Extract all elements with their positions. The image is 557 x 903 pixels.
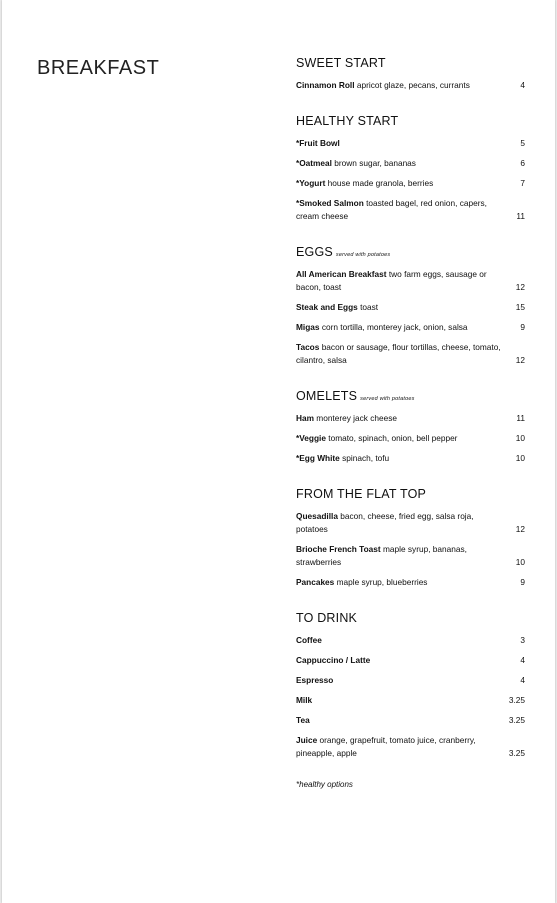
section-heading (296, 389, 525, 403)
menu-item-price: 12 (515, 282, 525, 292)
section-heading-text: HEALTHY START (296, 114, 399, 128)
section-heading-text: EGGS (296, 245, 333, 259)
menu-item-name: Tea (296, 715, 310, 725)
menu-item-price: 9 (520, 322, 525, 332)
menu-item-price: 4 (520, 655, 525, 665)
menu-section (296, 389, 525, 465)
menu-item (296, 576, 525, 589)
menu-item-text (296, 714, 501, 727)
menu-item-description: apricot glaze, pecans, currants (356, 80, 470, 90)
menu-item-price: 3 (520, 635, 525, 645)
menu-item-price: 12 (515, 524, 525, 534)
menu-item-price: 15 (515, 302, 525, 312)
menu-item-text (296, 576, 501, 589)
menu-item-price: 9 (520, 577, 525, 587)
menu-item-text (296, 79, 501, 92)
menu-item-text (296, 734, 501, 760)
menu-item-name: Migas (296, 322, 320, 332)
section-heading-text: TO DRINK (296, 611, 358, 625)
menu-item-price: 5 (520, 138, 525, 148)
menu-item (296, 341, 525, 367)
menu-item-price: 10 (515, 433, 525, 443)
menu-item-name: Milk (296, 695, 313, 705)
menu-page (2, 0, 555, 903)
section-heading-text: SWEET START (296, 56, 386, 70)
menu-item-price: 10 (515, 557, 525, 567)
menu-item-description: toasted bagel, red onion, capers, cream cheese (296, 198, 487, 221)
menu-item-name: All American Breakfast (296, 269, 387, 279)
menu-item (296, 654, 525, 667)
menu-item-name: Cappuccino / Latte (296, 655, 371, 665)
section-heading (296, 611, 525, 625)
menu-item (296, 634, 525, 647)
menu-item-text (296, 694, 501, 707)
menu-item-price: 11 (516, 413, 525, 423)
menu-item-name: *Smoked Salmon (296, 198, 364, 208)
menu-item-price: 3.25 (508, 748, 525, 758)
menu-item-text (296, 543, 501, 569)
menu-item-name: *Oatmeal (296, 158, 332, 168)
menu-item-price: 4 (520, 675, 525, 685)
menu-item (296, 137, 525, 150)
section-heading (296, 245, 525, 259)
menu-item-name: *Egg White (296, 453, 340, 463)
menu-item (296, 452, 525, 465)
menu-item (296, 432, 525, 445)
menu-item (296, 412, 525, 425)
menu-item (296, 694, 525, 707)
section-heading (296, 56, 525, 70)
menu-item-name: Quesadilla (296, 511, 338, 521)
menu-item-price: 3.25 (508, 695, 525, 705)
menu-item-text (296, 452, 501, 465)
menu-column (296, 56, 525, 789)
menu-section (296, 611, 525, 760)
menu-item-text (296, 197, 501, 223)
menu-item-name: Ham (296, 413, 314, 423)
menu-item-text (296, 510, 501, 536)
menu-item-text (296, 432, 501, 445)
menu-item-text (296, 634, 501, 647)
menu-item-description: two farm eggs, sausage or bacon, toast (296, 269, 487, 292)
menu-item (296, 510, 525, 536)
menu-item-text (296, 321, 501, 334)
menu-item (296, 79, 525, 92)
menu-item-price: 6 (520, 158, 525, 168)
menu-item-text (296, 654, 501, 667)
menu-item-name: Tacos (296, 342, 320, 352)
menu-item-description: brown sugar, bananas (334, 158, 416, 168)
menu-item-description: corn tortilla, monterey jack, onion, salsa (321, 322, 468, 332)
menu-item (296, 674, 525, 687)
menu-item (296, 301, 525, 314)
menu-item-description: bacon or sausage, flour tortillas, cheese, tomato, cilantro, salsa (296, 342, 501, 365)
page-title: BREAKFAST (37, 57, 160, 79)
menu-item-name: Juice (296, 735, 318, 745)
menu-section (296, 114, 525, 223)
menu-item-description: maple syrup, blueberries (336, 577, 428, 587)
menu-item-description: toast (360, 302, 379, 312)
menu-item-price: 10 (515, 453, 525, 463)
menu-item-text (296, 268, 501, 294)
menu-item (296, 321, 525, 334)
menu-item-text (296, 177, 501, 190)
menu-item (296, 268, 525, 294)
section-heading-text: FROM THE FLAT TOP (296, 487, 427, 501)
menu-item-name: Steak and Eggs (296, 302, 358, 312)
menu-item-name: *Veggie (296, 433, 326, 443)
menu-item-description: house made granola, berries (327, 178, 434, 188)
menu-item-description: bacon, cheese, fried egg, salsa roja, potatoes (296, 511, 474, 534)
menu-item-text (296, 341, 501, 367)
section-heading-text: OMELETS (296, 389, 358, 403)
menu-item-price: 12 (515, 355, 525, 365)
menu-item-price: 4 (520, 80, 525, 90)
menu-item-description: monterey jack cheese (316, 413, 398, 423)
section-heading (296, 114, 525, 128)
menu-item (296, 197, 525, 223)
menu-item-name: Espresso (296, 675, 334, 685)
menu-section (296, 245, 525, 367)
menu-section (296, 487, 525, 589)
menu-item-text (296, 301, 501, 314)
menu-item-price: 11 (516, 211, 525, 221)
menu-item-price: 7 (520, 178, 525, 188)
section-note: served with potatoes (335, 252, 391, 258)
menu-item-text (296, 157, 501, 170)
menu-item-description: maple syrup, bananas, strawberries (296, 544, 467, 567)
menu-item (296, 157, 525, 170)
menu-item-name: *Fruit Bowl (296, 138, 340, 148)
menu-item-text (296, 412, 501, 425)
menu-item-name: Pancakes (296, 577, 335, 587)
menu-item-text (296, 137, 501, 150)
section-note: served with potatoes (360, 396, 415, 402)
menu-item (296, 177, 525, 190)
menu-item (296, 734, 525, 760)
menu-item-name: Coffee (296, 635, 322, 645)
menu-item-price: 3.25 (508, 715, 525, 725)
menu-item-text (296, 674, 501, 687)
section-heading (296, 487, 525, 501)
menu-item-description: tomato, spinach, onion, bell pepper (328, 433, 458, 443)
menu-item (296, 543, 525, 569)
menu-item-name: Cinnamon Roll (296, 80, 355, 90)
menu-item-name: Brioche French Toast (296, 544, 381, 554)
menu-item-name: *Yogurt (296, 178, 326, 188)
menu-section (296, 56, 525, 92)
menu-item-description: spinach, tofu (342, 453, 390, 463)
footnote: *healthy options (296, 780, 353, 789)
menu-item (296, 714, 525, 727)
menu-item-description: orange, grapefruit, tomato juice, cranberry, pineapple, apple (296, 735, 476, 758)
